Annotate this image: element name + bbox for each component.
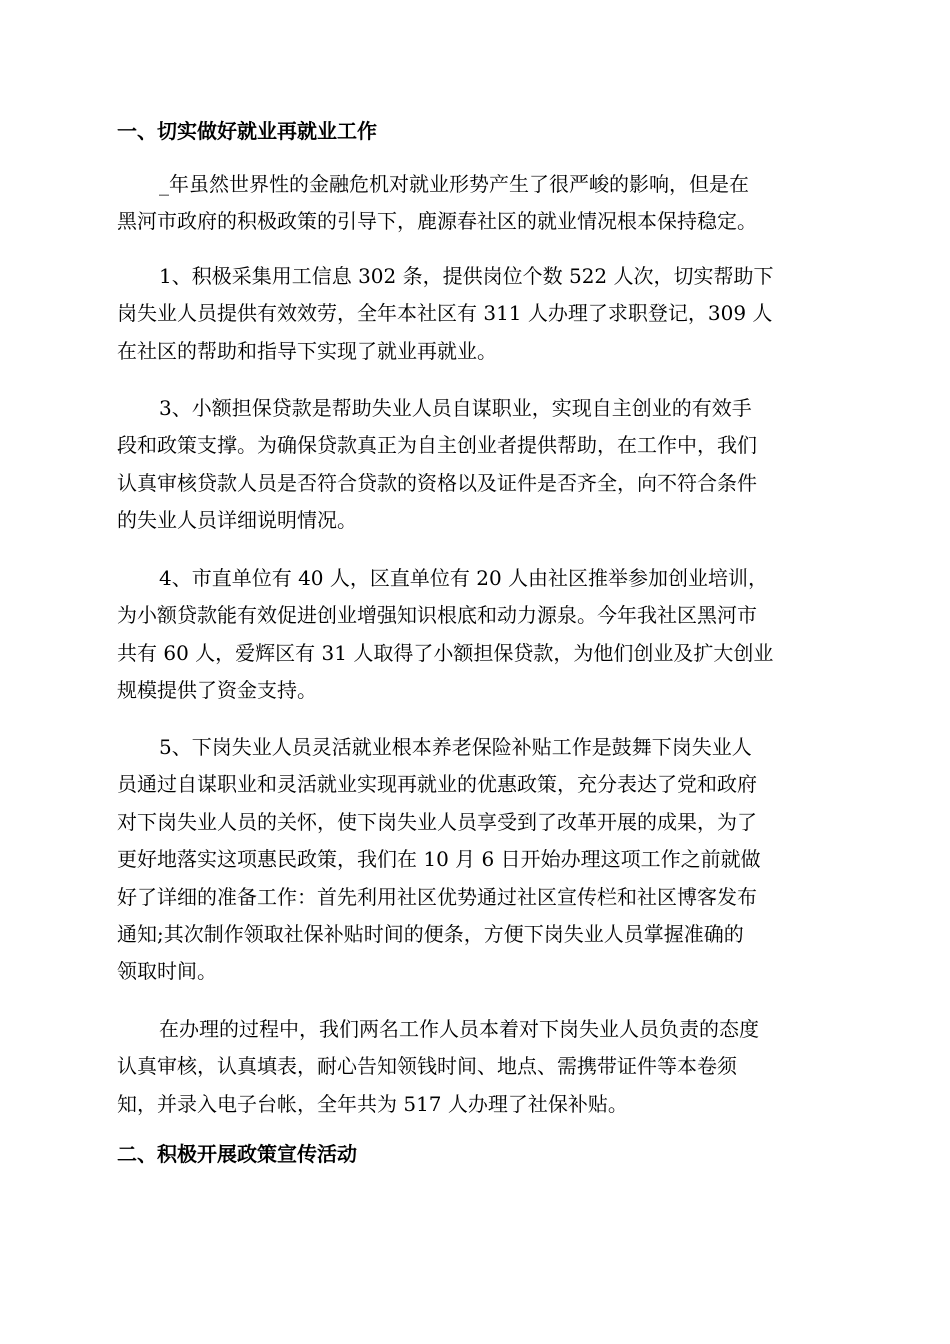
paragraph-line: 认真审核贷款人员是否符合贷款的资格以及证件是否齐全，向不符合条件 bbox=[117, 470, 757, 495]
paragraph-line: 段和政策支撑。为确保贷款真正为自主创业者提供帮助，在工作中，我们 bbox=[117, 433, 757, 458]
paragraph-line: 领取时间。 bbox=[117, 959, 217, 984]
section-heading-1: 一、切实做好就业再就业工作 bbox=[117, 119, 377, 143]
paragraph-4 bbox=[117, 560, 835, 710]
paragraph-line: 5、下岗失业人员灵活就业根本养老保险补贴工作是鼓舞下岗失业人 bbox=[159, 735, 752, 759]
paragraph-line: 好了详细的准备工作：首先利用社区优势通过社区宣传栏和社区博客发布 bbox=[117, 884, 757, 909]
paragraph-3 bbox=[117, 390, 835, 540]
paragraph-1 bbox=[117, 166, 835, 241]
paragraph-line: 共有 60 人，爱辉区有 31 人取得了小额担保贷款，为他们创业及扩大创业 bbox=[117, 640, 774, 665]
paragraph-6 bbox=[117, 1011, 835, 1123]
paragraph-line: 在办理的过程中，我们两名工作人员本着对下岗失业人员负责的态度 bbox=[159, 1017, 759, 1041]
paragraph-line: 规模提供了资金支持。 bbox=[117, 678, 317, 703]
paragraph-line: 知，并录入电子台帐，全年共为 517 人办理了社保补贴。 bbox=[117, 1091, 628, 1116]
paragraph-2 bbox=[117, 258, 835, 370]
section-heading-2: 二、积极开展政策宣传活动 bbox=[117, 1142, 357, 1166]
paragraph-line: 4、市直单位有 40 人，区直单位有 20 人由社区推举参加创业培训， bbox=[159, 566, 769, 590]
paragraph-line: 岗失业人员提供有效效劳，全年本社区有 311 人办理了求职登记，309 人 bbox=[117, 301, 773, 326]
paragraph-line: 3、小额担保贷款是帮助失业人员自谋职业，实现自主创业的有效手 bbox=[159, 396, 752, 420]
paragraph-line: 更好地落实这项惠民政策，我们在 10 月 6 日开始办理这项工作之前就做 bbox=[117, 847, 761, 872]
paragraph-line: 在社区的帮助和指导下实现了就业再就业。 bbox=[117, 338, 497, 363]
paragraph-line: 通知;其次制作领取社保补贴时间的便条，方便下岗失业人员掌握准确的 bbox=[117, 922, 744, 947]
paragraph-line: 员通过自谋职业和灵活就业实现再就业的优惠政策，充分表达了党和政府 bbox=[117, 772, 757, 797]
paragraph-line: 1、积极采集用工信息 302 条，提供岗位个数 522 人次，切实帮助下 bbox=[159, 264, 774, 288]
paragraph-line: _年虽然世界性的金融危机对就业形势产生了很严峻的影响，但是在 bbox=[159, 172, 749, 196]
paragraph-line: 认真审核，认真填表，耐心告知领钱时间、地点、需携带证件等本卷须 bbox=[117, 1054, 737, 1079]
paragraph-line: 的失业人员详细说明情况。 bbox=[117, 508, 357, 533]
paragraph-5 bbox=[117, 729, 835, 991]
paragraph-line: 对下岗失业人员的关怀，使下岗失业人员享受到了改革开展的成果，为了 bbox=[117, 809, 757, 834]
paragraph-line: 为小额贷款能有效促进创业增强知识根底和动力源泉。今年我社区黑河市 bbox=[117, 603, 757, 628]
paragraph-line: 黑河市政府的积极政策的引导下，鹿源春社区的就业情况根本保持稳定。 bbox=[117, 209, 757, 234]
